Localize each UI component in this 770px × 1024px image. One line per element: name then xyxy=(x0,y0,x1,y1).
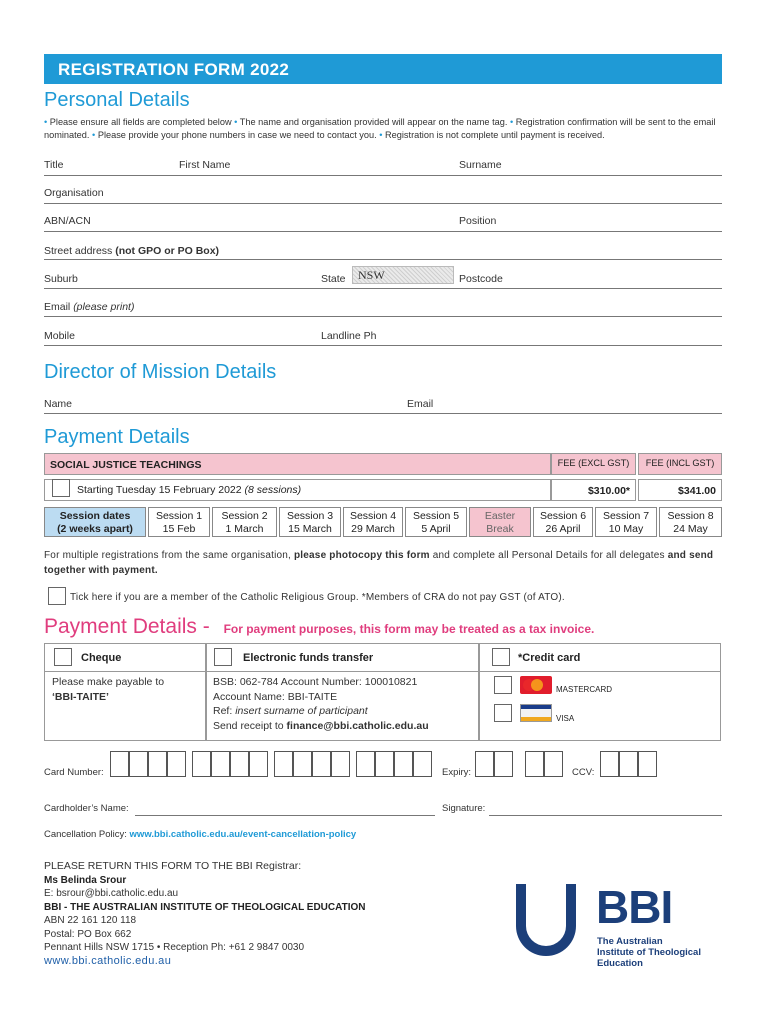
visa-icon xyxy=(520,704,552,722)
director-heading: Director of Mission Details xyxy=(44,361,277,383)
organisation-line[interactable] xyxy=(44,203,722,204)
digit-box[interactable] xyxy=(494,751,513,777)
digit-box[interactable] xyxy=(356,751,375,777)
email-label: Email (please print) xyxy=(44,301,135,313)
card-number-label: Card Number: xyxy=(44,767,104,778)
mastercard-checkbox[interactable] xyxy=(494,676,512,694)
first-name-label: First Name xyxy=(179,159,231,171)
easter-break-cell: Easter Break xyxy=(469,507,531,537)
fee-incl-value: $341.00 xyxy=(638,479,722,501)
digit-box[interactable] xyxy=(293,751,312,777)
cardholder-line[interactable] xyxy=(135,815,435,816)
course-start-text: Starting Tuesday 15 February 2022 (8 sessions) xyxy=(77,484,302,496)
form-title: REGISTRATION FORM 2022 xyxy=(58,60,290,79)
cheque-label: Cheque xyxy=(81,652,122,664)
payment-method-heading: Payment Details - For payment purposes, this form may be treated as a tax invoice. xyxy=(44,615,595,638)
organisation-label: Organisation xyxy=(44,187,104,199)
digit-box[interactable] xyxy=(619,751,638,777)
cra-member-checkbox[interactable] xyxy=(48,587,66,605)
digit-box[interactable] xyxy=(211,751,230,777)
course-title: SOCIAL JUSTICE TEACHINGS xyxy=(50,459,202,471)
credit-card-label: *Credit card xyxy=(518,652,581,664)
intro-bullet-3: Registration confirmation will be sent to the email nominated. xyxy=(44,117,716,140)
session-cell: Session 5 5 April xyxy=(405,507,467,537)
suburb-label: Suburb xyxy=(44,273,78,285)
digit-box[interactable] xyxy=(274,751,293,777)
state-label: State xyxy=(321,273,346,285)
session-cell: Session 2 1 March xyxy=(212,507,277,537)
credit-card-checkbox[interactable] xyxy=(492,648,510,666)
digit-box[interactable] xyxy=(525,751,544,777)
intro-bullet-5: Registration is not complete until payment is received. xyxy=(385,130,605,140)
director-name-label: Name xyxy=(44,398,73,410)
bbi-logo-text: The Australian Institute of Theological Education xyxy=(597,936,701,969)
course-title-cell xyxy=(44,453,551,475)
digit-box[interactable] xyxy=(192,751,211,777)
intro-text: • Please ensure all fields are completed below • The name and organisation provided will appear on the name tag. • Registration confirmation will be sent to the email nominated. • Please provide your phone numbers in case we need to contact you. • Registration is not complete until payment is received. xyxy=(44,117,716,140)
multiple-registrations-note: For multiple registrations from the same organisation, please photocopy this form and complete all Personal Details for all delegates and send together with payment. xyxy=(44,550,714,576)
session-cell: Session 8 24 May xyxy=(659,507,722,537)
digit-box[interactable] xyxy=(375,751,394,777)
phone-line[interactable] xyxy=(44,345,722,346)
digit-box[interactable] xyxy=(394,751,413,777)
director-email-label: Email xyxy=(407,398,434,410)
digit-box[interactable] xyxy=(413,751,432,777)
visa-checkbox[interactable] xyxy=(494,704,512,722)
digit-box[interactable] xyxy=(638,751,657,777)
mastercard-label: MASTERCARD xyxy=(556,685,613,694)
postcode-label: Postcode xyxy=(459,273,503,285)
intro-bullet-1: Please ensure all fields are completed below xyxy=(49,117,232,127)
abn-label: ABN/ACN xyxy=(44,215,91,227)
cardholder-label: Cardholder’s Name: xyxy=(44,803,129,814)
surname-label: Surname xyxy=(459,159,502,171)
digit-box[interactable] xyxy=(148,751,167,777)
session-cell: Session 6 26 April xyxy=(533,507,593,537)
digit-box[interactable] xyxy=(230,751,249,777)
payment-heading: Payment Details xyxy=(44,426,190,448)
digit-box[interactable] xyxy=(249,751,268,777)
session-cell: Session 3 15 March xyxy=(279,507,341,537)
title-label: Title xyxy=(44,159,64,171)
digit-box[interactable] xyxy=(167,751,186,777)
session-cell: Session 7 10 May xyxy=(595,507,657,537)
street-address-line[interactable] xyxy=(44,259,722,260)
title-name-line[interactable] xyxy=(44,175,722,176)
mobile-label: Mobile xyxy=(44,330,75,342)
course-checkbox[interactable] xyxy=(52,479,70,497)
state-value-field[interactable]: NSW xyxy=(352,266,454,284)
cancellation-policy: Cancellation Policy: www.bbi.catholic.edu.au/event-cancellation-policy xyxy=(44,829,357,840)
cheque-instructions: Please make payable to ‘BBI-TAITE’ xyxy=(52,676,165,703)
digit-box[interactable] xyxy=(331,751,350,777)
digit-box[interactable] xyxy=(600,751,619,777)
fee-excl-value: $310.00* xyxy=(551,479,636,501)
cancellation-link[interactable]: www.bbi.catholic.edu.au/event-cancellation-policy xyxy=(129,829,357,840)
session-dates-header: Session dates (2 weeks apart) xyxy=(44,507,146,537)
expiry-label: Expiry: xyxy=(442,767,472,778)
street-address-label: Street address (not GPO or PO Box) xyxy=(44,245,220,257)
website-link[interactable]: www.bbi.catholic.edu.au xyxy=(44,954,172,967)
digit-box[interactable] xyxy=(110,751,129,777)
suburb-line[interactable] xyxy=(44,288,722,289)
cra-member-note: Tick here if you are a member of the Catholic Religious Group. *Members of CRA do not pay GST (of ATO). xyxy=(70,592,565,603)
signature-line[interactable] xyxy=(489,815,722,816)
landline-label: Landline Ph xyxy=(321,330,377,342)
director-line[interactable] xyxy=(44,413,722,414)
bbi-wordmark: BBI xyxy=(596,881,673,933)
fee-excl-header: FEE (EXCL GST) xyxy=(551,453,636,475)
eft-label: Electronic funds transfer xyxy=(243,652,374,664)
position-label: Position xyxy=(459,215,497,227)
bbi-shield-logo-icon xyxy=(512,882,580,964)
eft-checkbox[interactable] xyxy=(214,648,232,666)
cheque-checkbox[interactable] xyxy=(54,648,72,666)
visa-label: VISA xyxy=(556,714,575,723)
digit-box[interactable] xyxy=(312,751,331,777)
mastercard-icon xyxy=(520,676,552,694)
session-cell: Session 1 15 Feb xyxy=(148,507,210,537)
form-title-banner xyxy=(44,54,722,84)
abn-position-line[interactable] xyxy=(44,231,722,232)
digit-box[interactable] xyxy=(544,751,563,777)
email-line[interactable] xyxy=(44,316,722,317)
digit-box[interactable] xyxy=(129,751,148,777)
session-cell: Session 4 29 March xyxy=(343,507,403,537)
intro-bullet-4: Please provide your phone numbers in case we need to contact you. xyxy=(97,130,377,140)
fee-incl-header: FEE (INCL GST) xyxy=(638,453,722,475)
personal-details-heading: Personal Details xyxy=(44,89,190,111)
ccv-label: CCV: xyxy=(572,767,595,778)
digit-box[interactable] xyxy=(475,751,494,777)
signature-label: Signature: xyxy=(442,803,486,814)
eft-details: BSB: 062-784 Account Number: 100010821 Account Name: BBI-TAITE Ref: insert surname of participant Send receipt to finance@bbi.catholic.edu.au xyxy=(213,676,429,732)
intro-bullet-2: The name and organisation provided will appear on the name tag. xyxy=(239,117,508,127)
tax-invoice-note: For payment purposes, this form may be treated as a tax invoice. xyxy=(223,622,595,636)
return-info: PLEASE RETURN THIS FORM TO THE BBI Registrar: Ms Belinda Srour E: bsrour@bbi.catholic.edu.au BBI - THE AUSTRALIAN INSTITUTE OF THEOLOGICAL EDUCATION ABN 22 161 120 118 Postal: PO Box 662 Pennant Hills NSW 1715 • Reception Ph: +61 2 9847 0030 www.bbi.catholic.edu.au xyxy=(44,860,366,967)
